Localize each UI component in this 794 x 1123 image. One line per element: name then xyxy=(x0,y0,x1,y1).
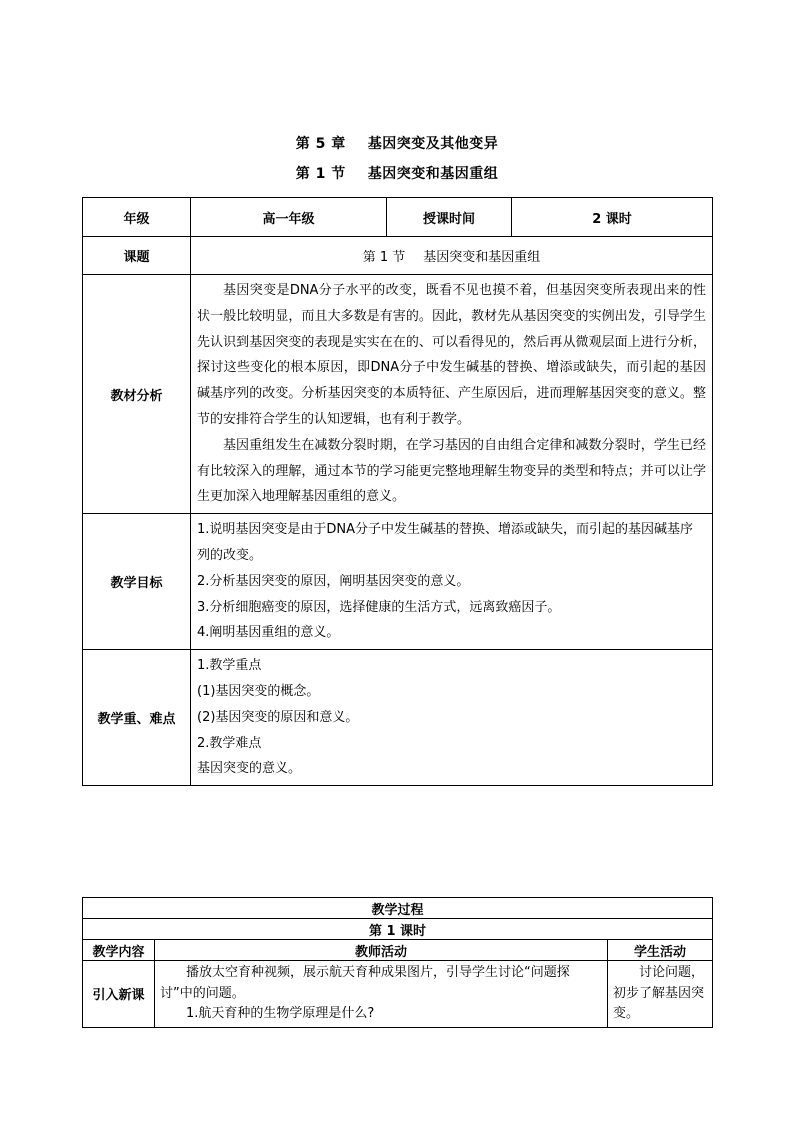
time-value: 2 课时 xyxy=(512,198,713,237)
section-heading xyxy=(0,163,794,183)
keypoints-content xyxy=(191,650,713,786)
goal-item: 2.分析基因突变的原因，阐明基因突变的意义。 xyxy=(197,573,470,589)
goal-item: 1.说明基因突变是由于DNA分子中发生碱基的替换、增添或缺失，而引起的基因碱基序列的改变。 xyxy=(197,522,694,563)
col-content-header: 教学内容 xyxy=(83,940,155,961)
goals-row xyxy=(83,514,713,650)
grade-label: 年级 xyxy=(83,198,191,237)
teacher-activity xyxy=(155,961,608,1028)
lesson-number: 第 1 课时 xyxy=(83,919,713,940)
process-title: 教学过程 xyxy=(83,898,713,919)
lesson-row xyxy=(83,919,713,940)
goals-content xyxy=(191,514,713,650)
keypoints-row xyxy=(83,650,713,786)
lesson-info-table xyxy=(82,197,713,786)
chapter-title: 基因突变及其他变异 xyxy=(367,136,499,152)
topic-row xyxy=(83,237,713,275)
goals-label: 教学目标 xyxy=(83,514,191,650)
teacher-question-1: 1.航天育种的生物学原理是什么? xyxy=(186,1006,375,1021)
time-label: 授课时间 xyxy=(387,198,512,237)
student-activity: 讨论问题，初步了解基因突变。 xyxy=(608,961,713,1028)
analysis-paragraph-2: 基因重组发生在减数分裂时期，在学习基因的自由组合定律和减数分裂时，学生已经有比较深入的理解，通过本节的学习能更完整地理解生物变异的类型和特点；并可以让学生更加深入地理解基因重组的意义。 xyxy=(197,437,706,505)
section-title: 基因突变和基因重组 xyxy=(367,166,499,182)
col-teacher-header: 教师活动 xyxy=(155,940,608,961)
grade-row xyxy=(83,198,713,237)
analysis-content xyxy=(191,275,713,514)
keypoint-item: 基因突变的意义。 xyxy=(197,761,302,777)
topic-title: 基因突变和基因重组 xyxy=(423,250,541,265)
intro-label: 引入新课 xyxy=(83,961,155,1028)
analysis-paragraph-1: 基因突变是DNA分子水平的改变，既看不见也摸不着，但基因突变所表现出来的性状一般比较明显，而且大多数是有害的。因此，教材先从基因突变的实例出发，引导学生先认识到基因突变的表现是实实在在的、可以看得见的，然后再从微观层面上进行分析，探讨这些变化的根本原因，即DNA分子中发生碱基的替换、增添或缺失，而引起的基因碱基序列的改变。分析基因突变的本质特征、产生原因后，进而理解基因突变的意义。整节的安排符合学生的认知逻辑，也有利于教学。 xyxy=(197,283,706,427)
grade-value: 高一年级 xyxy=(191,198,387,237)
topic-number: 第 1 节 xyxy=(362,250,406,265)
keypoint-item: (1)基因突变的概念。 xyxy=(197,683,320,699)
keypoints-label: 教学重、难点 xyxy=(83,650,191,786)
goal-item: 3.分析细胞癌变的原因，选择健康的生活方式，远离致癌因子。 xyxy=(197,599,561,615)
process-title-row xyxy=(83,898,713,919)
topic-label: 课题 xyxy=(83,237,191,275)
teaching-process-table xyxy=(82,897,713,1028)
keypoint-item: (2)基因突变的原因和意义。 xyxy=(197,709,359,725)
topic-value xyxy=(191,237,713,275)
analysis-label: 教材分析 xyxy=(83,275,191,514)
column-header-row xyxy=(83,940,713,961)
teacher-activity-text: 播放太空育种视频，展示航天育种成果图片，引导学生讨论“问题探讨”中的问题。 xyxy=(160,965,570,1001)
chapter-number: 第 5 章 xyxy=(295,136,346,152)
analysis-row xyxy=(83,275,713,514)
col-student-header: 学生活动 xyxy=(608,940,713,961)
section-number: 第 1 节 xyxy=(295,166,346,182)
goal-item: 4.阐明基因重组的意义。 xyxy=(197,625,340,641)
keypoint-item: 2.教学难点 xyxy=(197,735,262,751)
keypoint-item: 1.教学重点 xyxy=(197,658,262,674)
intro-row xyxy=(83,961,713,1028)
chapter-heading xyxy=(0,133,794,153)
